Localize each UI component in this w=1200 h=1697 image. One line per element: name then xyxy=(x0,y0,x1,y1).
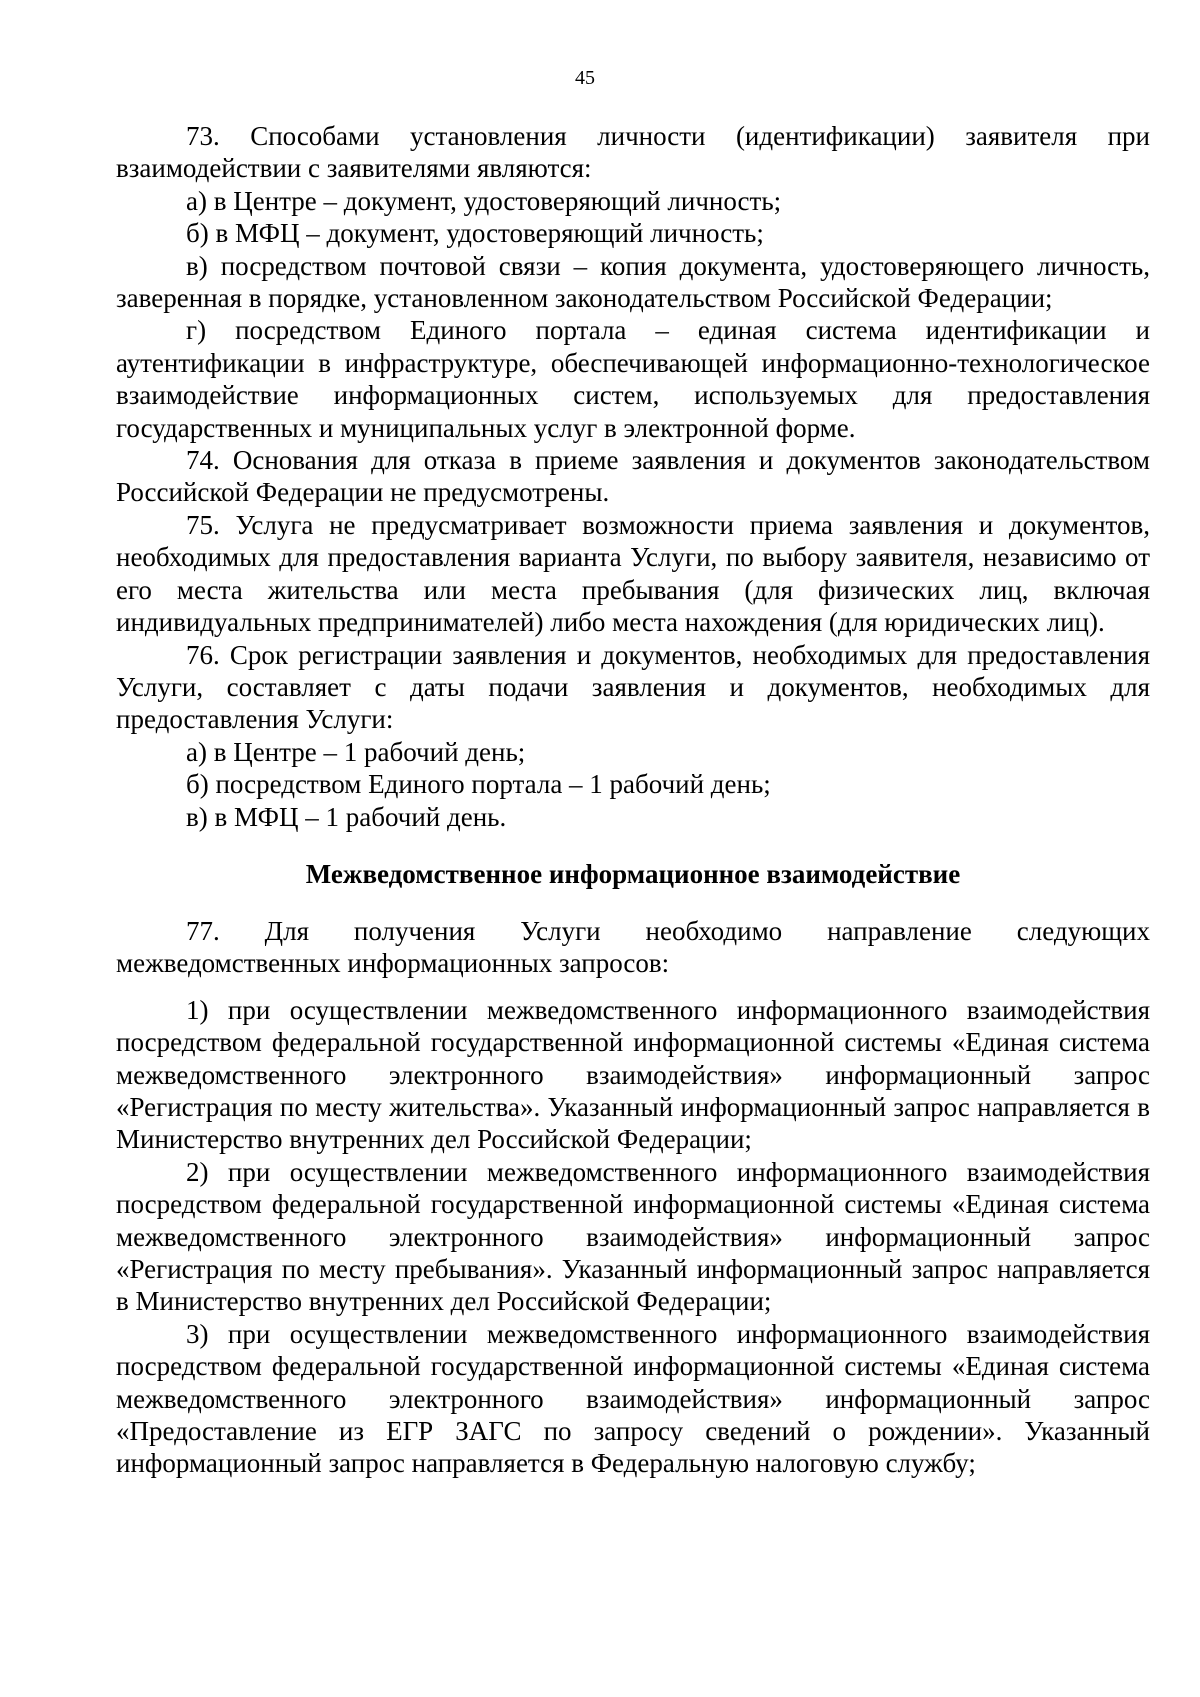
paragraph-73-g: г) посредством Единого портала – единая система идентификации и аутентификации в инфраструктуре, обеспечивающей информационно-технологическое взаимодействие информационных систем, используемых для предоставления государственных и муниципальных услуг в электронной форме. xyxy=(116,315,1150,443)
paragraph-76-b: б) посредством Единого портала – 1 рабочий день; xyxy=(186,769,771,800)
paragraph-76-a: а) в Центре – 1 рабочий день; xyxy=(186,736,526,767)
paragraph-77-3: 3) при осуществлении межведомственного информационного взаимодействия посредством федеральной государственной информационной системы «Единая система межведомственного электронного взаимодействия» информационный запрос «Предоставление из ЕГР ЗАГС по запросу сведений о рождении». Указанный информационный запрос направляется в Федеральную налоговую службу; xyxy=(116,1318,1150,1479)
paragraph-73-v: в) посредством почтовой связи – копия документа, удостоверяющего личность, заверенная в порядке, установленном законодательством Российской Федерации; xyxy=(116,250,1150,314)
paragraph-77-1: 1) при осуществлении межведомственного информационного взаимодействия посредством федеральной государственной информационной системы «Единая система межведомственного электронного взаимодействия» информационный запрос «Регистрация по месту жительства». Указанный информационный запрос направляется в Министерство внутренних дел Российской Федерации; xyxy=(116,994,1150,1155)
paragraph-74: 74. Основания для отказа в приеме заявления и документов законодательством Российской Федерации не предусмотрены. xyxy=(116,445,1150,508)
paragraph-73-a: а) в Центре – документ, удостоверяющий личность; xyxy=(186,185,782,216)
paragraph-76-v: в) в МФЦ – 1 рабочий день. xyxy=(186,801,507,832)
page-content xyxy=(116,120,1150,1480)
page-number: 45 xyxy=(575,67,595,89)
paragraph-76: 76. Срок регистрации заявления и документов, необходимых для предоставления Услуги, составляет с даты подачи заявления и документов, необходимых для предоставления Услуги: xyxy=(116,639,1150,735)
paragraph-75: 75. Услуга не предусматривает возможности приема заявления и документов, необходимых для предоставления варианта Услуги, по выбору заявителя, независимо от его места жительства или места пребывания (для физических лиц, включая индивидуальных предпринимателей) либо места нахождения (для юридических лиц). xyxy=(116,509,1150,638)
paragraph-77: 77. Для получения Услуги необходимо направление следующих межведомственных информационных запросов: xyxy=(116,915,1150,979)
paragraph-73: 73. Способами установления личности (идентификации) заявителя при взаимодействии с заявителями являются: xyxy=(116,121,1150,184)
section-heading: Межведомственное информационное взаимодействие xyxy=(305,858,961,889)
paragraph-77-2: 2) при осуществлении межведомственного информационного взаимодействия посредством федеральной государственной информационной системы «Единая система межведомственного электронного взаимодействия» информационный запрос «Регистрация по месту пребывания». Указанный информационный запрос направляется в Министерство внутренних дел Российской Федерации; xyxy=(116,1156,1150,1317)
paragraph-73-b: б) в МФЦ – документ, удостоверяющий личность; xyxy=(186,218,764,249)
